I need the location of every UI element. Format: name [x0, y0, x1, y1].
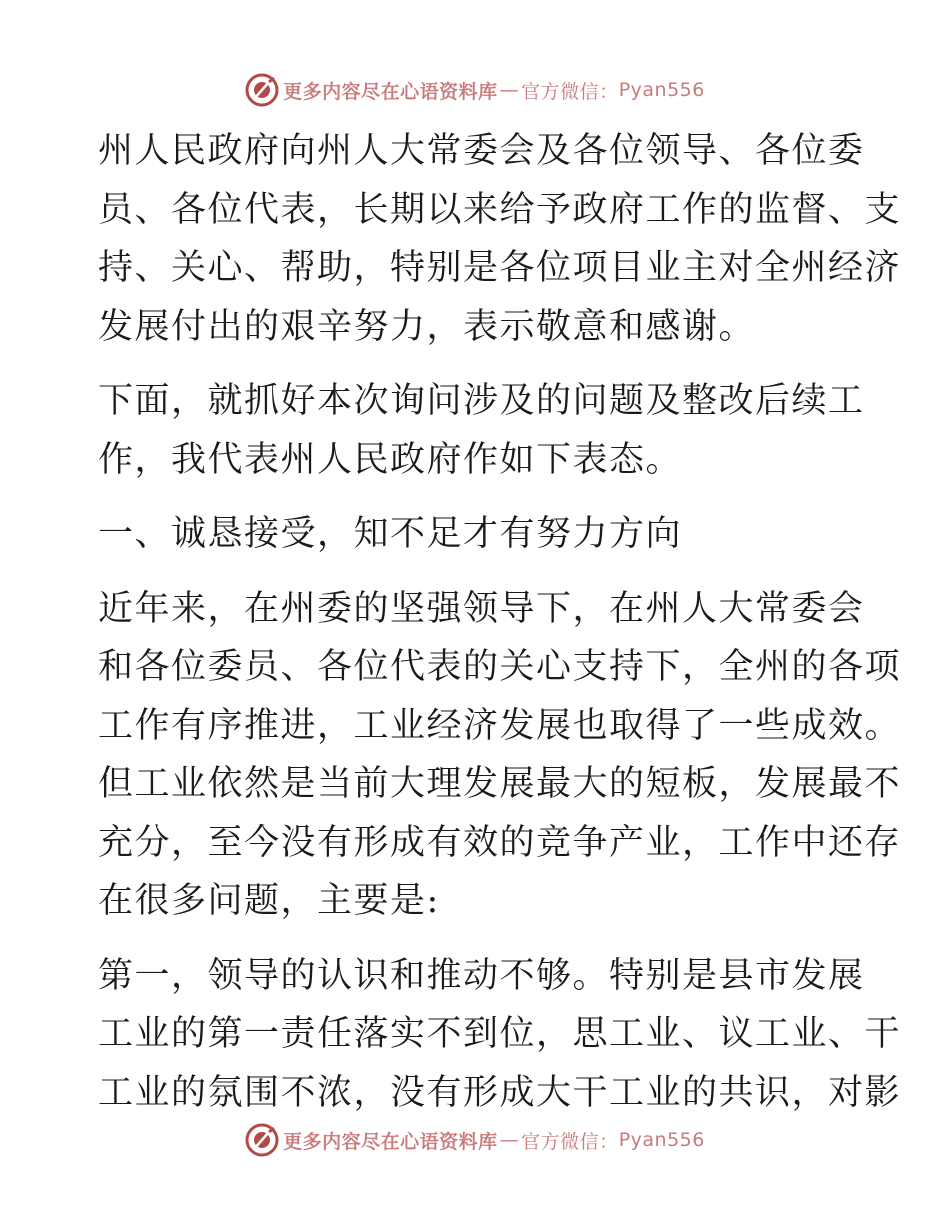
paragraph: [98, 580, 902, 931]
text-line: 近年来，在州委的坚强领导下，在州人大常委会: [98, 588, 865, 629]
watermark-wechat-label: 官方微信：: [521, 1130, 619, 1153]
watermark-wechat-id: Pyan556: [618, 1129, 705, 1151]
watermark-text: 更多内容尽在心语资料库: [283, 80, 498, 103]
watermark-wechat-id: Pyan556: [618, 79, 705, 101]
text-line: 发展付出的艰辛努力，表示敬意和感谢。: [98, 306, 756, 347]
text-line: 但工业依然是当前大理发展最大的短板，发展最不: [98, 764, 902, 804]
text-line: 一、诚恳接受，知不足才有努力方向: [98, 514, 683, 554]
text-line: 下面，就抓好本次询问涉及的问题及整改后续工: [98, 381, 865, 421]
document-body: [98, 122, 902, 1122]
paragraph: [98, 947, 902, 1123]
logo-icon: [245, 73, 279, 107]
paragraph: [98, 122, 902, 356]
watermark-separator: —: [499, 1129, 520, 1151]
footer-watermark: [0, 1120, 950, 1160]
watermark-text: 更多内容尽在心语资料库: [283, 1130, 498, 1153]
watermark-wechat-label: 官方微信：: [521, 80, 619, 103]
text-line: 充分，至今没有形成有效的竞争产业，工作中还存: [98, 822, 902, 863]
text-line: 工作有序推进，工业经济发展也取得了一些成效。: [98, 705, 902, 746]
logo-icon: [245, 1123, 279, 1157]
text-line: 第一，领导的认识和推动不够。特别是县市发展: [98, 955, 865, 996]
text-line: 州人民政府向州人大常委会及各位领导、各位委: [98, 131, 865, 171]
header-watermark: [0, 70, 950, 110]
watermark-separator: —: [499, 79, 520, 101]
paragraph: [98, 372, 865, 489]
text-line: 持、关心、帮助，特别是各位项目业主对全州经济: [98, 248, 902, 288]
text-line: 工业的第一责任落实不到位，思工业、议工业、干: [98, 1014, 902, 1054]
text-line: 和各位委员、各位代表的关心支持下，全州的各项: [98, 647, 902, 687]
text-line: 员、各位代表，长期以来给予政府工作的监督、支: [98, 189, 902, 230]
text-line: 在很多问题，主要是:: [98, 881, 440, 921]
text-line: 作，我代表州人民政府作如下表态。: [98, 439, 683, 480]
section-heading: [98, 505, 858, 564]
text-line: 工业的氛围不浓，没有形成大干工业的共识，对影: [98, 1072, 902, 1113]
